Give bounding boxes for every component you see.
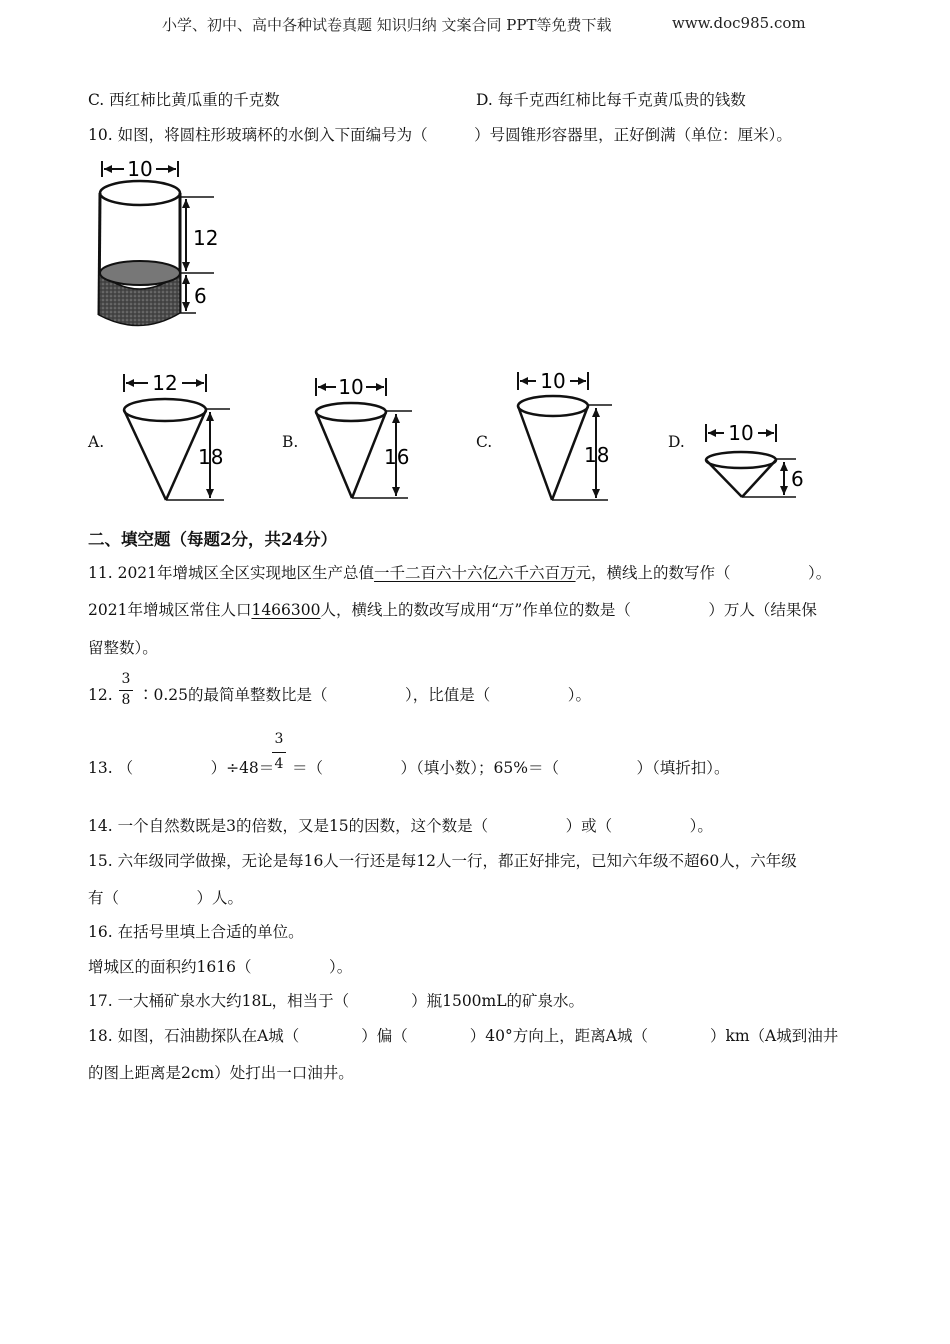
q12-fraction-bar [119,690,133,691]
q9-option-d: D. 每千克西红柿比每千克黄瓜贵的钱数 [476,91,746,109]
q14-question: 14. 一个自然数既是3的倍数，又是15的因数，这个数是（ ）或（ ）。 [88,817,713,835]
q13-fraction-bar [272,752,286,753]
q18-line-2: 的图上距离是2cm）处打出一口油井。 [88,1064,354,1082]
cylinder-diameter-dimension [102,157,178,181]
cylinder-water-height-label: 6 [194,284,207,308]
header-site-link[interactable]: www.doc985.com [672,14,806,32]
cone-b-height-label: 16 [384,445,410,469]
cone-option-c [508,366,633,506]
q16-line-2: 增城区的面积约1616（ ）。 [88,958,353,976]
q12-number: 12. [88,686,113,704]
q11-text-2-end: 人，横线上的数改写成用“万”作单位的数是（ ）万人（结果保 [320,601,817,619]
header-banner: 小学、初中、高中各种试卷真题 知识归纳 文案合同 PPT等免费下载 [162,16,612,34]
cone-option-a [110,368,240,508]
cone-c-diameter-label: 10 [540,369,566,393]
q16-line-1: 16. 在括号里填上合适的单位。 [88,923,304,941]
q10-question: 10. 如图，将圆柱形玻璃杯的水倒入下面编号为（ ）号圆锥形容器里，正好倒满（单位：厘米）。 [88,126,792,144]
q11-line-2 [88,600,817,620]
cone-c-height-label: 18 [584,443,610,467]
q12-fraction-denominator: 8 [121,692,131,708]
cylinder-diameter-label: 10 [127,157,153,181]
q18-line-1: 18. 如图，石油勘探队在A城（ ）偏（ ）40°方向上，距离A城（ ）km（A城到油井 [88,1027,839,1045]
q11-text-2: 2021年增城区常住人口 [88,601,252,619]
cone-option-b [308,372,433,507]
q12-text: ∶0.25的最简单整数比是（ ），比值是（ ）。 [138,686,592,704]
cone-option-d [700,420,815,505]
q10-option-b-letter: B. [282,433,299,451]
cone-a-diameter-label: 12 [152,371,178,395]
q13-part-2: ＝（ ）（填小数）；65%＝（ ）（填折扣）。 [292,759,730,777]
q15-line-1: 15. 六年级同学做操，无论是每16人一行还是每12人一行，都正好排完，已知六年级不超60人，六年级 [88,852,797,870]
cylinder-upper-height-dimension [182,199,218,271]
q17-question: 17. 一大桶矿泉水大约18L，相当于（ ）瓶1500mL的矿泉水。 [88,992,585,1010]
cone-b-diameter-label: 10 [338,375,364,399]
q11-text-1-end: 元，横线上的数写作（ ）。 [575,564,832,582]
cone-a-height-label: 18 [198,445,224,469]
q10-option-d-letter: D. [668,433,685,451]
q11-underlined-number: 一千二百六十六亿六千六百万 [374,564,576,582]
q15-line-2: 有（ ）人。 [88,889,244,907]
q13-fraction-numerator: 3 [274,731,284,747]
q11-text-1: 11. 2021年增城区全区实现地区生产总值 [88,564,375,582]
q10-option-a-letter: A. [88,433,105,451]
q10-option-c-letter: C. [476,433,493,451]
q11-line-1 [88,563,831,583]
cylinder-water-height-dimension [182,275,207,311]
cone-d-diameter-label: 10 [728,421,754,445]
q11-underlined-population: 1466300 [251,601,321,619]
q9-option-c: C. 西红柿比黄瓜重的千克数 [88,91,280,109]
cone-d-height-label: 6 [791,467,804,491]
cylinder-upper-height-label: 12 [193,226,219,250]
cylinder-figure [90,155,230,330]
q13-fraction-denominator: 4 [274,756,284,772]
q12-fraction-numerator: 3 [121,671,131,687]
q13-part-1: 13. （ ）÷48＝ [88,759,275,777]
section-2-title: 二、填空题（每题2分，共24分） [88,530,337,549]
q11-line-3: 留整数）。 [88,639,158,657]
